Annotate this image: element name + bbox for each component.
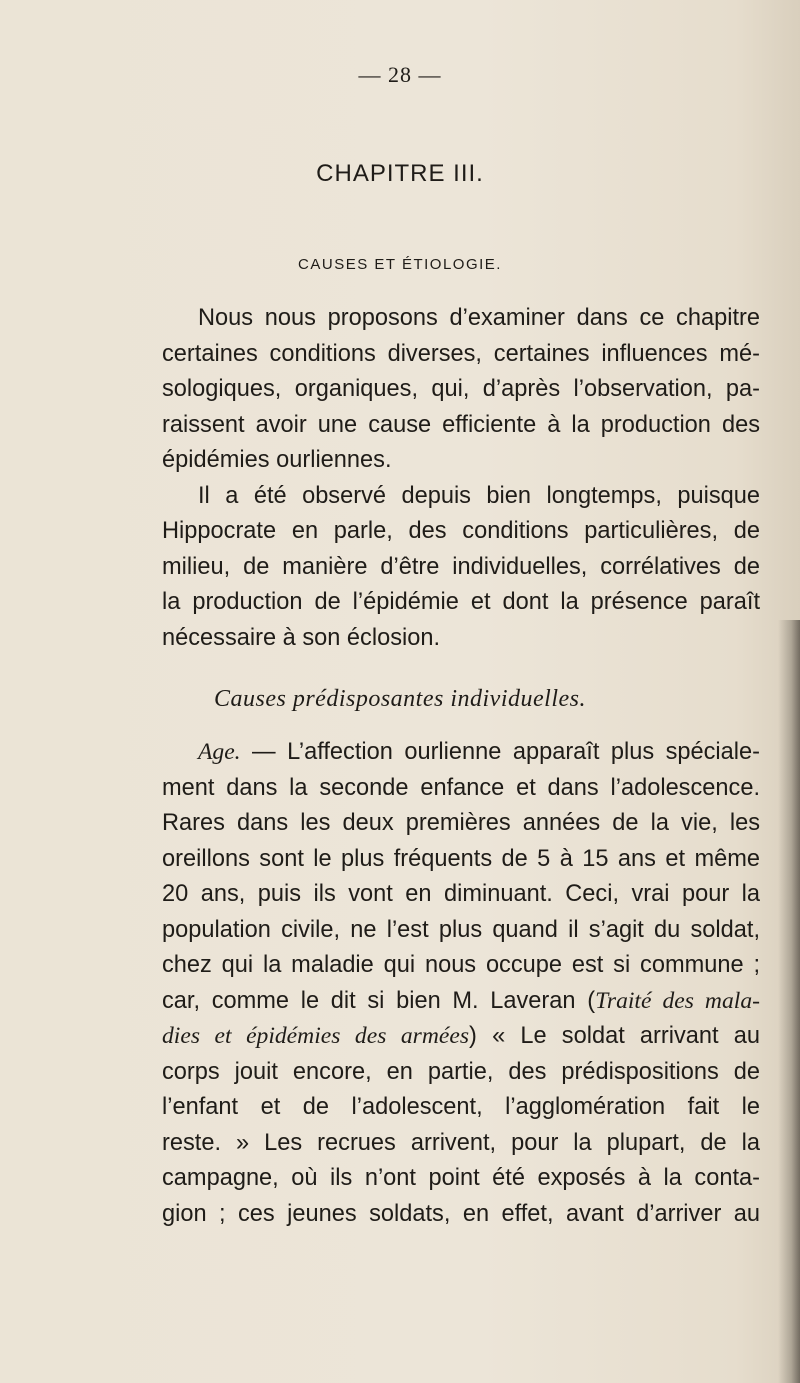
text-line: sologiques, organiques, qui, d’après l’observation, pa- <box>162 376 760 402</box>
text-line <box>162 985 760 1017</box>
text-line: population civile, ne l’est plus quand il s’agit du soldat, <box>162 916 760 943</box>
text-line: Rares dans les deux premières années de la vie, les <box>162 810 760 836</box>
text-line: nécessaire à son éclosion. <box>162 624 441 651</box>
citation-title-part2: dies et épidémies des armées <box>162 1023 470 1049</box>
text-line: ment dans la seconde enfance et dans l’adolescence. <box>162 774 760 801</box>
text-line: reste. » Les recrues arrivent, pour la plupart, de la <box>162 1129 760 1156</box>
citation-prefix: car, comme le dit si bien M. Laveran ( <box>162 987 596 1014</box>
text-line: milieu, de manière d’être individuelles, corrélatives de <box>162 553 760 580</box>
text-line: oreillons sont le plus fréquents de 5 à 15 ans et même <box>162 845 760 872</box>
citation-title-part1: Traité des mala- <box>595 987 760 1014</box>
text-line: campagne, où ils n’ont point été exposés à la conta- <box>162 1165 760 1191</box>
text-line: raissent avoir une cause efficiente à la production des <box>162 411 760 438</box>
text-line: Hippocrate en parle, des conditions particulières, de <box>162 518 760 544</box>
text-line: gion ; ces jeunes soldats, en effet, avant d’arriver au <box>162 1200 760 1227</box>
text-line: corps jouit encore, en partie, des prédispositions de <box>162 1058 760 1085</box>
citation-rest: ) « Le soldat arrivant au <box>469 1023 761 1049</box>
text-line: épidémies ourliennes. <box>162 447 392 473</box>
page-edge-shadow <box>778 620 800 1383</box>
text-line: l’enfant et de l’adolescent, l’agglomération fait le <box>162 1094 760 1120</box>
text-line: la production de l’épidémie et dont la présence paraît <box>162 589 760 615</box>
text-line: 20 ans, puis ils vont en diminuant. Ceci, vrai pour la <box>162 881 760 907</box>
subsection-heading: Causes prédisposantes individuelles. <box>214 686 586 712</box>
text-line: Nous nous proposons d’examiner dans ce chapitre <box>198 305 760 331</box>
text-line: chez qui la maladie qui nous occupe est si commune ; <box>162 952 760 978</box>
text-line <box>162 1020 760 1052</box>
age-lead-rest: — L’affection ourlienne apparaît plus spéciale- <box>240 739 760 765</box>
section-heading: CAUSES ET ÉTIOLOGIE. <box>298 256 502 273</box>
age-lead: Age. <box>198 739 241 765</box>
page-number: — 28 — <box>358 62 442 87</box>
text-line <box>198 736 760 768</box>
text-line: certaines conditions diverses, certaines influences mé- <box>162 340 760 367</box>
chapter-title: CHAPITRE III. <box>316 160 484 187</box>
text-line: Il a été observé depuis bien longtemps, puisque <box>198 482 760 509</box>
